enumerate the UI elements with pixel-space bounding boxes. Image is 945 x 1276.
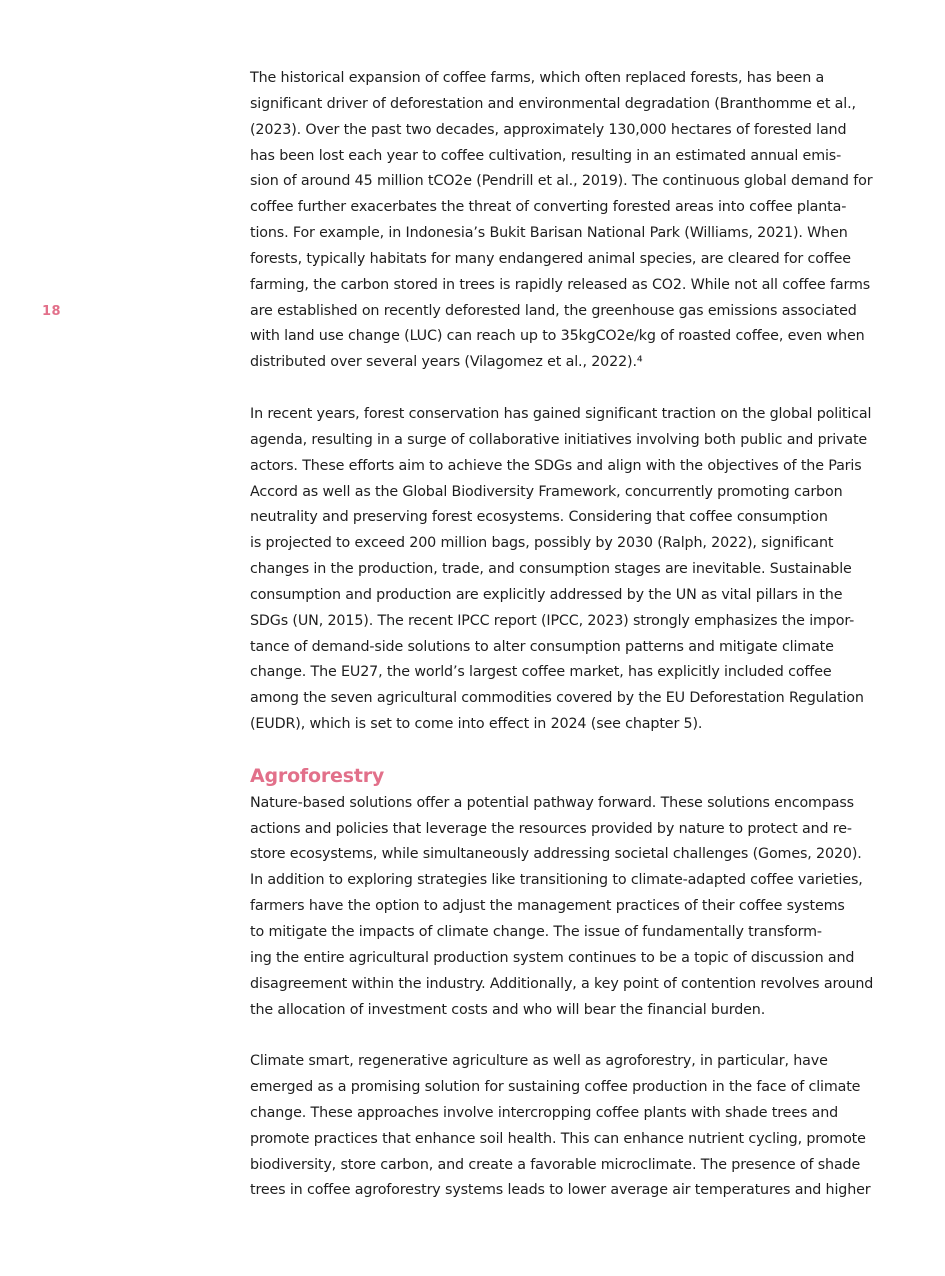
text-line: significant driver of deforestation and environmental degradation (Branthomme et al., — [250, 95, 856, 112]
main-content — [250, 66, 874, 1230]
text-line: disagreement within the industry. Additionally, a key point of contention revolves around — [250, 975, 874, 992]
text-line: the allocation of investment costs and who will bear the financial burden. — [250, 1001, 766, 1018]
text-line: Nature-based solutions offer a potential pathway forward. These solutions encompass — [250, 794, 854, 811]
text-line: farming, the carbon stored in trees is rapidly released as CO2. While not all coffee farms — [250, 276, 871, 293]
text-line: The historical expansion of coffee farms, which often replaced forests, has been a — [250, 70, 825, 86]
paragraph-3 — [250, 791, 874, 1024]
text-line: neutrality and preserving forest ecosystems. Considering that coffee consumption — [250, 509, 828, 526]
text-line: SDGs (UN, 2015). The recent IPCC report (IPCC, 2023) strongly emphasizes the impor- — [250, 612, 855, 629]
text-line: In recent years, forest conservation has gained significant traction on the global political — [250, 405, 872, 422]
text-line: agenda, resulting in a surge of collaborative initiatives involving both public and private — [250, 431, 868, 448]
text-line: emerged as a promising solution for sustaining coffee production in the face of climate — [250, 1079, 861, 1096]
text-line: store ecosystems, while simultaneously addressing societal challenges (Gomes, 2020). — [250, 846, 862, 863]
text-line: (2023). Over the past two decades, approximately 130,000 hectares of forested land — [250, 121, 847, 138]
text-line: Accord as well as the Global Biodiversity Framework, concurrently promoting carbon — [250, 483, 843, 500]
paragraph-2 — [250, 402, 872, 738]
text-line: Climate smart, regenerative agriculture as well as agroforestry, in particular, have — [250, 1053, 828, 1070]
text-line: actors. These efforts aim to achieve the SDGs and align with the objectives of the Paris — [250, 457, 862, 474]
text-line: ing the entire agricultural production system continues to be a topic of discussion and — [250, 949, 855, 966]
text-line: trees in coffee agroforestry systems leads to lower average air temperatures and higher — [250, 1182, 871, 1199]
text-line: change. These approaches involve intercropping coffee plants with shade trees and — [250, 1104, 839, 1121]
paragraph-4 — [250, 1049, 871, 1204]
text-line: promote practices that enhance soil health. This can enhance nutrient cycling, promote — [250, 1130, 866, 1147]
text-line: changes in the production, trade, and consumption stages are inevitable. Sustainable — [250, 561, 852, 578]
text-line: actions and policies that leverage the resources provided by nature to protect and re- — [250, 820, 852, 837]
text-line: to mitigate the impacts of climate change. The issue of fundamentally transform- — [250, 924, 822, 940]
section-heading: Agroforestry — [250, 764, 385, 787]
text-line: distributed over several years (Vilagomez et al., 2022).⁴ — [250, 354, 643, 371]
text-line: sion of around 45 million tCO2e (Pendrill et al., 2019). The continuous global demand for — [250, 173, 873, 190]
text-line: is projected to exceed 200 million bags, possibly by 2030 (Ralph, 2022), significant — [250, 535, 834, 552]
text-line: In addition to exploring strategies like transitioning to climate-adapted coffee varieties, — [250, 872, 863, 889]
text-line: tions. For example, in Indonesia’s Bukit Barisan National Park (Williams, 2021). When — [250, 225, 848, 242]
text-line: biodiversity, store carbon, and create a favorable microclimate. The presence of shade — [250, 1156, 861, 1173]
text-line: coffee further exacerbates the threat of converting forested areas into coffee planta- — [250, 199, 847, 216]
text-line: change. The EU27, the world’s largest coffee market, has explicitly included coffee — [250, 664, 832, 681]
text-line: has been lost each year to coffee cultivation, resulting in an estimated annual emis- — [250, 147, 842, 164]
text-line: are established on recently deforested land, the greenhouse gas emissions associated — [250, 302, 857, 319]
text-line: farmers have the option to adjust the management practices of their coffee systems — [250, 898, 845, 915]
text-line: with land use change (LUC) can reach up to 35kgCO2e/kg of roasted coffee, even when — [250, 328, 865, 345]
page-number: 18 — [42, 304, 62, 319]
text-line: forests, typically habitats for many endangered animal species, are cleared for coffee — [250, 250, 851, 267]
paragraph-1 — [250, 66, 873, 376]
text-line: (EUDR), which is set to come into effect in 2024 (see chapter 5). — [250, 716, 703, 733]
text-line: among the seven agricultural commodities covered by the EU Deforestation Regulation — [250, 690, 864, 707]
text-line: tance of demand-side solutions to alter consumption patterns and mitigate climate — [250, 638, 834, 655]
text-line: consumption and production are explicitly addressed by the UN as vital pillars in the — [250, 586, 843, 603]
